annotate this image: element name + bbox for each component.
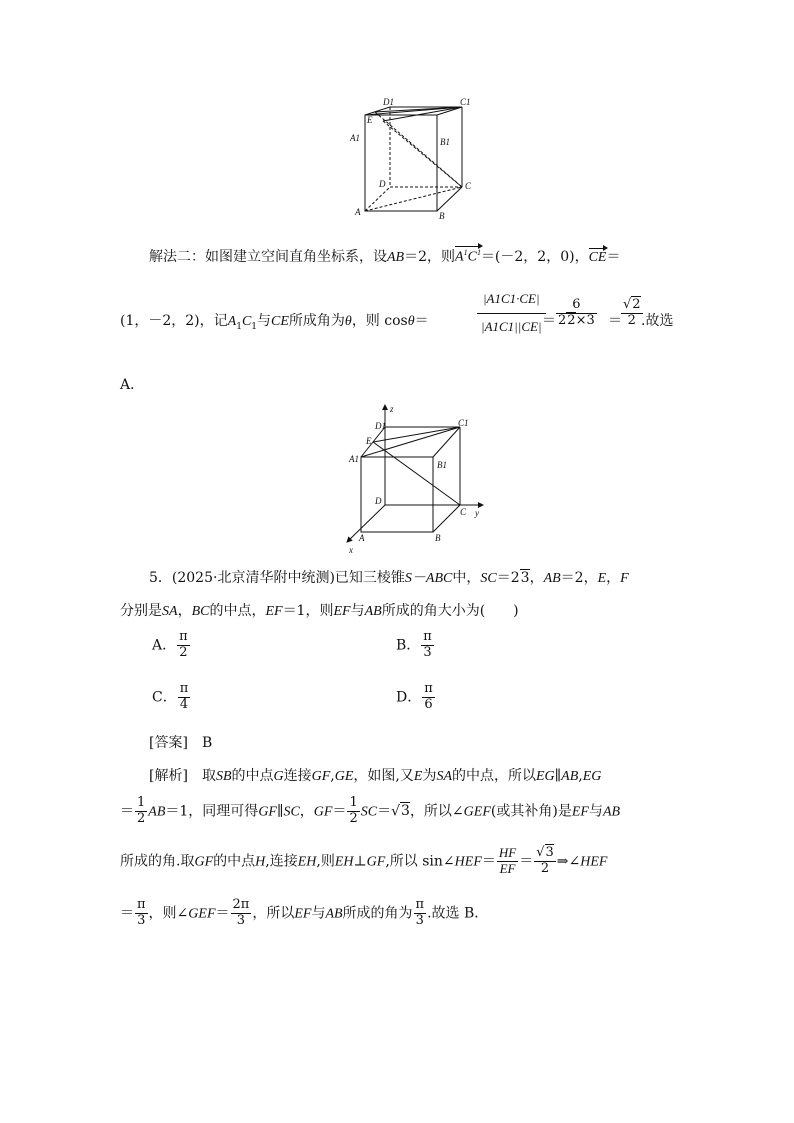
answer-value: B bbox=[201, 735, 213, 751]
text: (1，－2，2)，记 bbox=[120, 313, 228, 329]
text: C bbox=[241, 314, 252, 329]
option-b[interactable]: B． $\frac{\pi}{3}$ bbox=[396, 629, 432, 660]
analysis-line4: ＝ $\frac{\pi}{3}$ ，则∠GEF＝ $\frac{2\pi}{3}$ ，所以EF与AB所成的角为 $\frac{\pi}{3}$ .故选 B． bbox=[120, 897, 489, 928]
fig2-label-e: E bbox=[366, 436, 372, 446]
fig1-label-b1: B1 bbox=[440, 137, 450, 147]
fig2-label-z: z bbox=[390, 404, 394, 414]
fig1-label-c1: C1 bbox=[460, 97, 471, 107]
analysis-line2: ＝ $\frac{1}{2}$ AB＝1，同理可得GF∥SC，GF＝ $\frac{1}{2}$ SC＝√3，所以∠GEF(或其补角)是EF与AB bbox=[120, 795, 621, 826]
vector-a1c1: $A^1C^1$ bbox=[455, 248, 481, 265]
text: ＝ bbox=[414, 313, 429, 329]
cube-figure-2 bbox=[335, 400, 490, 555]
fig2-label-c: C bbox=[460, 507, 467, 517]
analysis-line1: [解析] 取SB的中点G连接GF,GE，如图,又E为SA的中点，所以EG∥AB,EG bbox=[149, 768, 602, 784]
fig2-label-d: D bbox=[375, 496, 382, 506]
fig1-label-d: D bbox=[379, 179, 386, 189]
option-d[interactable]: D． $\frac{\pi}{6}$ bbox=[396, 681, 433, 712]
text: 解法二：如图建立空间直角坐标系，设 bbox=[149, 249, 387, 265]
text: ＝ bbox=[606, 249, 621, 265]
fig2-label-a: A bbox=[359, 533, 365, 543]
numeric-fraction: $\frac{6}{22\times 3}$ bbox=[558, 297, 595, 328]
text: ＝ bbox=[542, 313, 556, 329]
vector-ce: CE bbox=[588, 250, 607, 265]
fig2-label-d1: D1 bbox=[375, 421, 386, 431]
text: ＝2，则 bbox=[404, 249, 456, 265]
fig1-label-c: C bbox=[465, 181, 472, 191]
cube-figure-1 bbox=[345, 95, 480, 225]
text: 与 bbox=[257, 313, 272, 329]
q5-line2: 分别是SA，BC的中点，EF＝1，则EF与AB所成的角大小为( ) bbox=[120, 603, 519, 619]
option-a[interactable]: A． $\frac{\pi}{2}$ bbox=[152, 629, 188, 660]
fig1-label-e: E bbox=[367, 115, 373, 125]
fig1-label-d1: D1 bbox=[383, 97, 394, 107]
fig2-label-a1: A1 bbox=[349, 454, 359, 464]
sol2-line1 bbox=[149, 246, 620, 266]
sol2-line3: A． bbox=[120, 377, 145, 393]
analysis-line3: 所成的角.取GF的中点H,连接EH,则EH⊥GF,所以 sin∠HEF＝ $\frac{HF}{EF}$ ＝ $\frac{√3}{2}$ ⇒∠HEF bbox=[120, 845, 608, 876]
answer-line bbox=[149, 732, 212, 752]
option-c[interactable]: C． $\frac{\pi}{4}$ bbox=[152, 681, 189, 712]
fig1-label-a: A bbox=[355, 207, 361, 217]
text: 所成角为 bbox=[288, 313, 345, 329]
text: AB bbox=[387, 250, 405, 265]
cos-fraction: $\frac{|A1C1\cdot CE|}{|A1C1||CE|}$ bbox=[477, 290, 546, 337]
fig2-label-b1: B1 bbox=[437, 460, 447, 470]
fig2-label-b: B bbox=[435, 533, 441, 543]
text: θ bbox=[407, 314, 415, 329]
fig1-label-b: B bbox=[439, 211, 445, 221]
text: CE bbox=[271, 314, 289, 329]
answer-tag: [答案] bbox=[149, 735, 188, 751]
text: .故选 bbox=[641, 313, 674, 329]
q5-line1: 5．(2025·北京清华附中统测)已知三棱锥S－ABC中，SC＝23，AB＝2，E，F bbox=[149, 570, 629, 586]
result-fraction: $\frac{√2}{2}$ bbox=[623, 297, 641, 328]
text: ＝ bbox=[608, 313, 622, 329]
fig2-label-c1: C1 bbox=[458, 418, 469, 428]
fig2-label-y: y bbox=[475, 508, 479, 518]
text: θ bbox=[344, 314, 352, 329]
fig1-label-a1: A1 bbox=[350, 133, 360, 143]
text: A bbox=[227, 314, 237, 329]
text: ＝(－2，2，0)， bbox=[480, 249, 589, 265]
text: ，则 cos bbox=[351, 313, 408, 329]
fig2-label-x: x bbox=[349, 545, 353, 555]
